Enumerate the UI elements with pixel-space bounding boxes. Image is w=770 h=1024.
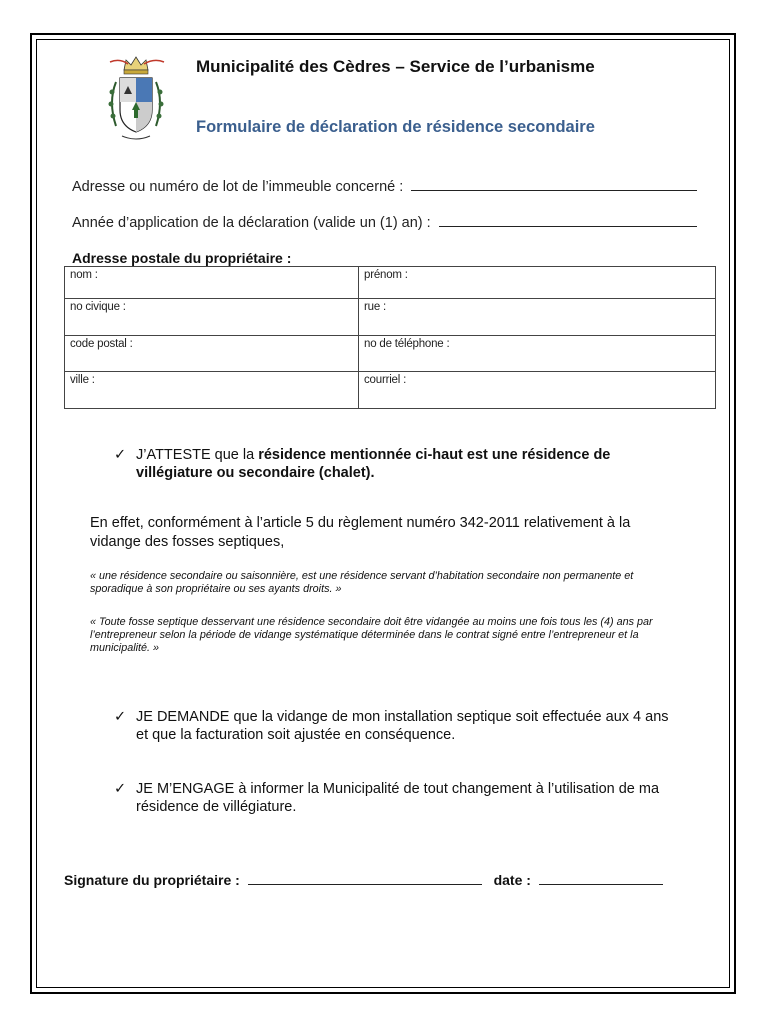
request-statement: [114, 708, 684, 748]
owner-address-table: [64, 266, 716, 409]
signature-row: [64, 872, 663, 888]
email-cell[interactable]: courriel :: [359, 372, 716, 409]
signature-label: Signature du propriétaire :: [64, 872, 240, 888]
postal-code-cell[interactable]: code postal :: [65, 336, 359, 372]
owner-last-name-cell[interactable]: nom :: [65, 267, 359, 299]
quote-pumping-rule: « Toute fosse septique desservant une résidence secondaire doit être vidangée au moins une fois tous les (4) ans par l’entrepreneur selon la période de vidange systématique déterminée dans le contrat signé entre l’entrepreneur et la municipalité. »: [90, 616, 653, 654]
checkmark-icon: ✓: [114, 781, 127, 797]
attest-lead: J’ATTESTE que la: [136, 447, 259, 463]
owner-first-name-cell[interactable]: prénom :: [359, 267, 716, 299]
coat-of-arms-logo: [102, 52, 170, 142]
regulation-paragraph: En effet, conformément à l’article 5 du règlement numéro 342-2011 relativement à la vidange des fosses septiques,: [90, 515, 631, 550]
attest-text: [136, 446, 674, 482]
street-cell[interactable]: rue :: [359, 299, 716, 336]
address-field-label: Adresse ou numéro de lot de l’immeuble concerné :: [72, 179, 404, 195]
attest-statement: [114, 446, 674, 486]
checkmark-icon: ✓: [114, 447, 127, 463]
table-row: [65, 299, 716, 336]
checkmark-icon: ✓: [114, 709, 127, 725]
request-text: JE DEMANDE que la vidange de mon installation septique soit effectuée aux 4 ans et que la facturation soit ajustée en conséquence.: [136, 709, 669, 743]
year-field-row: [72, 214, 697, 231]
city-cell[interactable]: ville :: [65, 372, 359, 409]
phone-number-cell[interactable]: no de téléphone :: [359, 336, 716, 372]
commitment-statement: [114, 780, 694, 820]
quote-definition: « une résidence secondaire ou saisonnière, est une résidence servant d’habitation secondaire non permanente et sporadique à son propriétaire ou ses ayants droits. »: [90, 570, 634, 595]
address-field-blank[interactable]: [411, 178, 697, 191]
date-label: date :: [493, 872, 531, 888]
document-title: Municipalité des Cèdres – Service de l’urbanisme: [196, 57, 595, 76]
form-subtitle: Formulaire de déclaration de résidence secondaire: [196, 118, 595, 136]
table-row: [65, 336, 716, 372]
owner-address-heading: Adresse postale du propriétaire :: [72, 250, 292, 266]
table-row: [65, 372, 716, 409]
year-field-label: Année d’application de la déclaration (valide un (1) an) :: [72, 215, 431, 231]
address-field-row: [72, 178, 697, 195]
attest-bold: résidence mentionnée ci-haut est une résidence de villégiature ou secondaire (chalet).: [136, 447, 611, 481]
commitment-text: JE M’ENGAGE à informer la Municipalité de tout changement à l’utilisation de ma résidence de villégiature.: [136, 781, 660, 815]
year-field-blank[interactable]: [439, 214, 697, 227]
table-row: [65, 267, 716, 299]
date-blank[interactable]: [539, 872, 663, 885]
civic-number-cell[interactable]: no civique :: [65, 299, 359, 336]
signature-blank[interactable]: [248, 872, 482, 885]
